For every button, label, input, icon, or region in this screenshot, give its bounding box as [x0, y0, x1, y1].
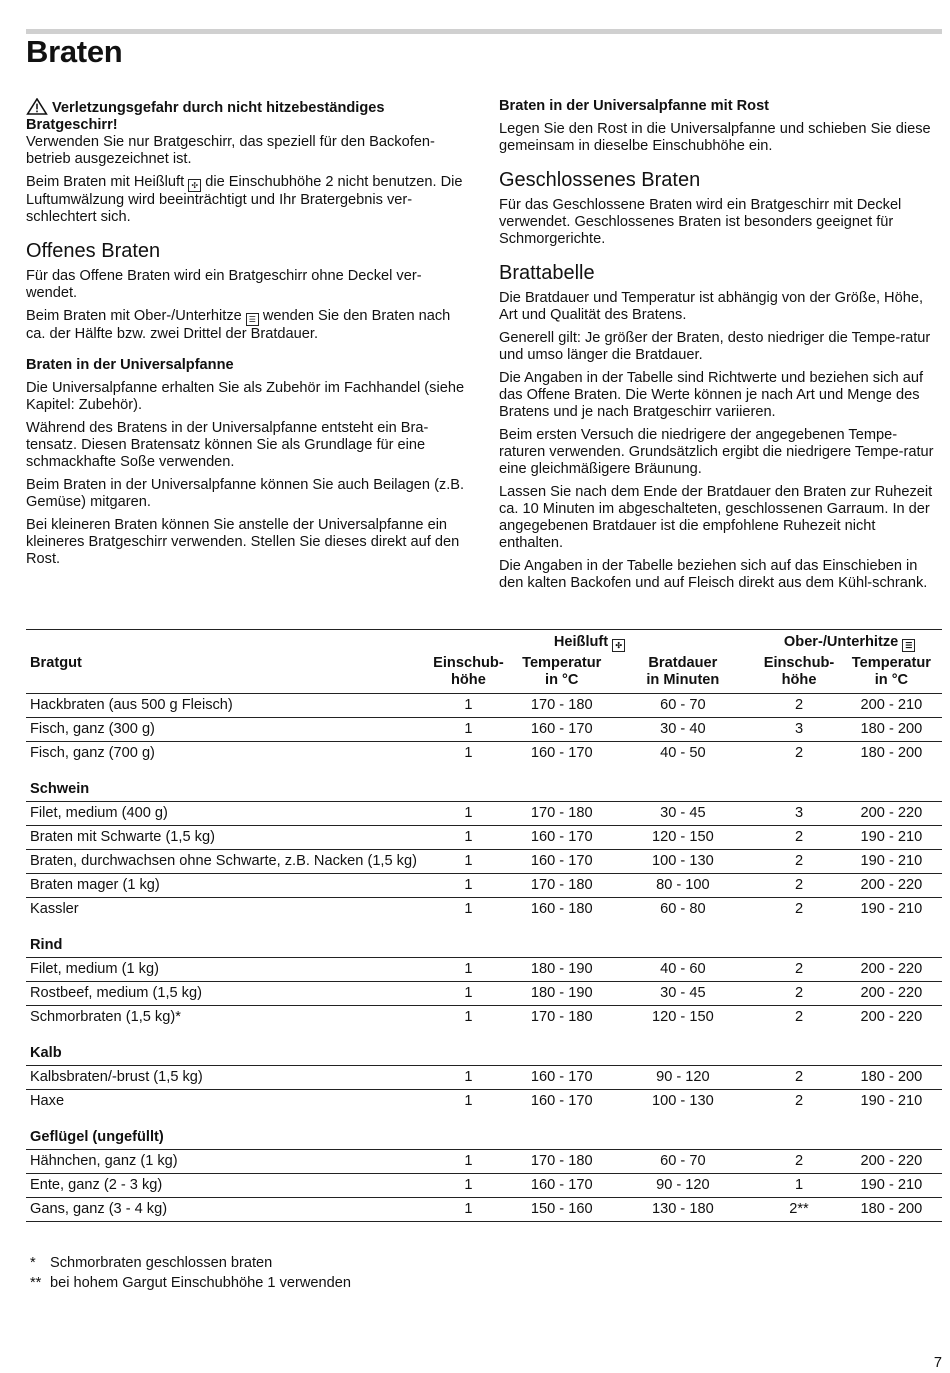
- cell-value: 150 - 160: [515, 1198, 608, 1222]
- cell-value: 180 - 200: [841, 1198, 942, 1222]
- cell-value: 1: [422, 982, 515, 1006]
- cell-value: 2: [757, 1006, 841, 1030]
- footnotes: [30, 1253, 351, 1293]
- table-row: [26, 874, 942, 898]
- cell-value: 2: [757, 1090, 841, 1114]
- cell-value: 1: [422, 1198, 515, 1222]
- category-label: Schwein: [30, 781, 90, 797]
- cell-value: 2: [757, 874, 841, 898]
- cell-value: 3: [757, 802, 841, 826]
- cell-bratgut: Schmorbraten (1,5 kg)*: [26, 1006, 422, 1030]
- cell-bratgut: Filet, medium (400 g): [26, 802, 422, 826]
- cell-value: 2: [757, 850, 841, 874]
- category-row: [26, 1029, 942, 1066]
- category-label: Kalb: [30, 1045, 62, 1061]
- table-row: [26, 1150, 942, 1174]
- col-einschub-topbottom: Einschub- höhe: [763, 655, 835, 688]
- cell-value: 160 - 170: [515, 1174, 608, 1198]
- cell-value: 180 - 200: [841, 718, 942, 742]
- cell-value: 80 - 100: [608, 874, 757, 898]
- univ-heading: Braten in der Universalpfanne: [26, 357, 234, 373]
- offen-p2-post: wenden Sie den Braten nach ca. der Hälfte bzw. zwei Drittel der Bratdauer.: [26, 308, 451, 342]
- cell-value: 40 - 60: [608, 958, 757, 982]
- tab-p2: Generell gilt: Je größer der Braten, desto niedriger die Tempe-ratur und umso länger die Bratdauer.: [499, 330, 931, 363]
- cell-value: 100 - 130: [608, 1090, 757, 1114]
- tab-p6: Die Angaben in der Tabelle beziehen sich auf das Einschieben in den kalten Backofen und auf Fleisch direkt aus dem Kühl-schrank.: [499, 558, 928, 591]
- cell-value: 2: [757, 958, 841, 982]
- top-rule: [26, 29, 942, 34]
- rost-p1: Legen Sie den Rost in die Universalpfanne und schieben Sie diese gemeinsam in dieselbe Einschubhöhe ein.: [499, 121, 931, 154]
- cell-value: 60 - 80: [608, 898, 757, 922]
- cell-value: 180 - 200: [841, 1066, 942, 1090]
- univ-p2: Während des Bratens in der Universalpfanne entsteht ein Bra-tensatz. Diesen Bratensatz können Sie als Grundlage für eine schmackhafte Soße verwenden.: [26, 420, 429, 470]
- cell-value: 1: [422, 1174, 515, 1198]
- offen-p1: Für das Offene Braten wird ein Bratgeschirr ohne Deckel ver-wendet.: [26, 268, 422, 301]
- cell-value: 2: [757, 898, 841, 922]
- footnote-2: ** bei hohem Gargut Einschubhöhe 1 verwenden: [30, 1275, 351, 1291]
- group-topbottom: Ober-/Unterhitze ☰: [757, 630, 942, 655]
- cell-value: 200 - 220: [841, 802, 942, 826]
- table-body: [26, 694, 942, 1222]
- offen-heading: Offenes Braten: [26, 240, 161, 262]
- top-bottom-heat-icon: ☰: [246, 313, 259, 326]
- table-row: [26, 826, 942, 850]
- cell-value: 160 - 170: [515, 850, 608, 874]
- cell-value: 200 - 220: [841, 1150, 942, 1174]
- cell-bratgut: Braten mager (1 kg): [26, 874, 422, 898]
- cell-value: 180 - 190: [515, 982, 608, 1006]
- table-row: [26, 718, 942, 742]
- hotair-note: [26, 174, 471, 226]
- table-row: [26, 958, 942, 982]
- table-row: [26, 1006, 942, 1030]
- cell-value: 180 - 200: [841, 742, 942, 766]
- cell-bratgut: Braten mit Schwarte (1,5 kg): [26, 826, 422, 850]
- rost-heading: Braten in der Universalpfanne mit Rost: [499, 98, 770, 114]
- cell-value: 1: [422, 802, 515, 826]
- warning-title-line2: Bratgeschirr!: [26, 117, 118, 133]
- warning-title-line1: Verletzungsgefahr durch nicht hitzebeständiges: [52, 100, 385, 116]
- cell-value: 2: [757, 694, 841, 718]
- cell-value: 200 - 220: [841, 1006, 942, 1030]
- cell-bratgut: Kalbsbraten/-brust (1,5 kg): [26, 1066, 422, 1090]
- hotair-icon: ✣: [188, 179, 201, 192]
- cell-value: 3: [757, 718, 841, 742]
- col-einschub-hotair: Einschub- höhe: [433, 655, 504, 688]
- cell-value: 200 - 220: [841, 982, 942, 1006]
- cell-value: 1: [422, 874, 515, 898]
- cell-value: 1: [422, 850, 515, 874]
- col-temp-hotair: Temperatur in °C: [522, 655, 602, 688]
- cell-value: 130 - 180: [608, 1198, 757, 1222]
- tab-p5: Lassen Sie nach dem Ende der Bratdauer den Braten zur Ruhezeit ca. 10 Minuten im abgeschalteten, geschlossenen Garraum. In der angegebenen Bratdauer ist die empfohlene Ruhezeit nicht enthalten.: [499, 484, 933, 551]
- brattabelle: [26, 629, 942, 1222]
- cell-value: 160 - 180: [515, 898, 608, 922]
- table-group-header: [26, 630, 942, 655]
- cell-value: 1: [422, 1066, 515, 1090]
- cell-value: 170 - 180: [515, 874, 608, 898]
- cell-value: 190 - 210: [841, 1090, 942, 1114]
- cell-value: 120 - 150: [608, 1006, 757, 1030]
- cell-value: 30 - 40: [608, 718, 757, 742]
- cell-bratgut: Hackbraten (aus 500 g Fleisch): [26, 694, 422, 718]
- cell-value: 1: [422, 958, 515, 982]
- cell-value: 170 - 180: [515, 1006, 608, 1030]
- cell-value: 2: [757, 1150, 841, 1174]
- cell-value: 190 - 210: [841, 826, 942, 850]
- geschl-heading: Geschlossenes Braten: [499, 169, 701, 191]
- cell-value: 1: [422, 742, 515, 766]
- cell-value: 1: [422, 1006, 515, 1030]
- cell-value: 200 - 210: [841, 694, 942, 718]
- cell-bratgut: Braten, durchwachsen ohne Schwarte, z.B. Nacken (1,5 kg): [26, 850, 422, 874]
- table-row: [26, 1090, 942, 1114]
- cell-value: 90 - 120: [608, 1066, 757, 1090]
- category-label: Geflügel (ungefüllt): [30, 1129, 164, 1145]
- univ-p4: Bei kleineren Braten können Sie anstelle der Universalpfanne ein kleineres Bratgeschirr verwenden. Stellen Sie dieses direkt auf den Rost.: [26, 517, 460, 567]
- table-row: [26, 1198, 942, 1222]
- cell-value: 60 - 70: [608, 1150, 757, 1174]
- cell-bratgut: Hähnchen, ganz (1 kg): [26, 1150, 422, 1174]
- footnote-1: * Schmorbraten geschlossen braten: [30, 1255, 273, 1271]
- warning-title: [26, 98, 471, 134]
- cell-value: 160 - 170: [515, 826, 608, 850]
- cell-value: 100 - 130: [608, 850, 757, 874]
- univ-p3: Beim Braten in der Universalpfanne können Sie auch Beilagen (z.B. Gemüse) mitgaren.: [26, 477, 465, 510]
- cell-value: 40 - 50: [608, 742, 757, 766]
- univ-p1: Die Universalpfanne erhalten Sie als Zubehör im Fachhandel (siehe Kapitel: Zubehör).: [26, 380, 465, 413]
- table-row: [26, 982, 942, 1006]
- page-number: 7: [933, 1355, 942, 1371]
- cell-bratgut: Haxe: [26, 1090, 422, 1114]
- cell-value: 2**: [757, 1198, 841, 1222]
- cell-value: 170 - 180: [515, 802, 608, 826]
- cell-value: 2: [757, 742, 841, 766]
- warning-text: Verwenden Sie nur Bratgeschirr, das speziell für den Backofen-betrieb ausgezeichnet ist.: [26, 134, 435, 167]
- cell-value: 160 - 170: [515, 742, 608, 766]
- offen-p2: [26, 308, 471, 343]
- cell-value: 1: [757, 1174, 841, 1198]
- hotair-icon: ✣: [612, 639, 625, 652]
- cell-value: 120 - 150: [608, 826, 757, 850]
- cell-bratgut: Fisch, ganz (700 g): [26, 742, 422, 766]
- cell-value: 1: [422, 898, 515, 922]
- offen-p2-pre: Beim Braten mit Ober-/Unterhitze: [26, 308, 242, 324]
- cell-bratgut: Kassler: [26, 898, 422, 922]
- page-title: Braten: [26, 34, 123, 69]
- tab-p4: Beim ersten Versuch die niedrigere der angegebenen Tempe-raturen verwenden. Grundsätzlich ergibt die niedrigere Tempe-ratur eine gleichmäßigere Bräunung.: [499, 427, 934, 477]
- cell-value: 180 - 190: [515, 958, 608, 982]
- cell-value: 90 - 120: [608, 1174, 757, 1198]
- category-row: [26, 921, 942, 958]
- tab-p1: Die Bratdauer und Temperatur ist abhängig von der Größe, Höhe, Art und Qualität des Bratens.: [499, 290, 924, 323]
- cell-value: 190 - 210: [841, 1174, 942, 1198]
- warning-icon: [26, 98, 48, 115]
- table-row: [26, 898, 942, 922]
- cell-value: 30 - 45: [608, 802, 757, 826]
- table-row: [26, 1066, 942, 1090]
- cell-value: 2: [757, 982, 841, 1006]
- table-row: [26, 694, 942, 718]
- col-temp-topbottom: Temperatur in °C: [851, 655, 931, 688]
- cell-bratgut: Rostbeef, medium (1,5 kg): [26, 982, 422, 1006]
- cell-value: 1: [422, 1150, 515, 1174]
- top-bottom-heat-icon: ☰: [902, 639, 915, 652]
- cell-value: 1: [422, 694, 515, 718]
- cell-bratgut: Filet, medium (1 kg): [26, 958, 422, 982]
- right-column: [499, 98, 942, 598]
- cell-value: 1: [422, 718, 515, 742]
- cell-value: 190 - 210: [841, 898, 942, 922]
- hotair-note-pre: Beim Braten mit Heißluft: [26, 174, 185, 190]
- table-column-header: [26, 654, 942, 694]
- table-row: [26, 850, 942, 874]
- cell-value: 60 - 70: [608, 694, 757, 718]
- cell-value: 170 - 180: [515, 694, 608, 718]
- category-row: [26, 1113, 942, 1150]
- cell-value: 190 - 210: [841, 850, 942, 874]
- cell-value: 200 - 220: [841, 958, 942, 982]
- cell-bratgut: Gans, ganz (3 - 4 kg): [26, 1198, 422, 1222]
- hotair-note-post: die Einschubhöhe 2 nicht benutzen. Die Luftumwälzung wird beeinträchtigt und Ihr Bratergebnis ver-schlechtert sich.: [26, 174, 463, 225]
- cell-value: 1: [422, 1090, 515, 1114]
- tab-heading: Brattabelle: [499, 262, 595, 284]
- cell-value: 170 - 180: [515, 1150, 608, 1174]
- col-bratgut: Bratgut: [30, 655, 82, 671]
- cell-value: 200 - 220: [841, 874, 942, 898]
- cell-value: 2: [757, 826, 841, 850]
- table-row: [26, 802, 942, 826]
- cell-value: 30 - 45: [608, 982, 757, 1006]
- group-hotair: Heißluft ✣: [422, 630, 757, 655]
- cell-bratgut: Ente, ganz (2 - 3 kg): [26, 1174, 422, 1198]
- cell-value: 160 - 170: [515, 1090, 608, 1114]
- geschl-p1: Für das Geschlossene Braten wird ein Bratgeschirr mit Deckel verwendet. Geschlossenes Braten ist besonders geeignet für Schmorgerichte.: [499, 197, 902, 247]
- left-column: [26, 98, 471, 574]
- cell-value: 2: [757, 1066, 841, 1090]
- cell-bratgut: Fisch, ganz (300 g): [26, 718, 422, 742]
- cell-value: 1: [422, 826, 515, 850]
- cell-value: 160 - 170: [515, 718, 608, 742]
- col-dauer: Bratdauer in Minuten: [646, 655, 720, 688]
- cell-value: 160 - 170: [515, 1066, 608, 1090]
- table-row: [26, 1174, 942, 1198]
- table-row: [26, 742, 942, 766]
- category-label: Rind: [30, 937, 63, 953]
- tab-p3: Die Angaben in der Tabelle sind Richtwerte und beziehen sich auf das Offene Braten. Die Werte können je nach Art und Menge des Bratens und je nach Bratgeschirr variieren.: [499, 370, 924, 420]
- category-row: [26, 765, 942, 802]
